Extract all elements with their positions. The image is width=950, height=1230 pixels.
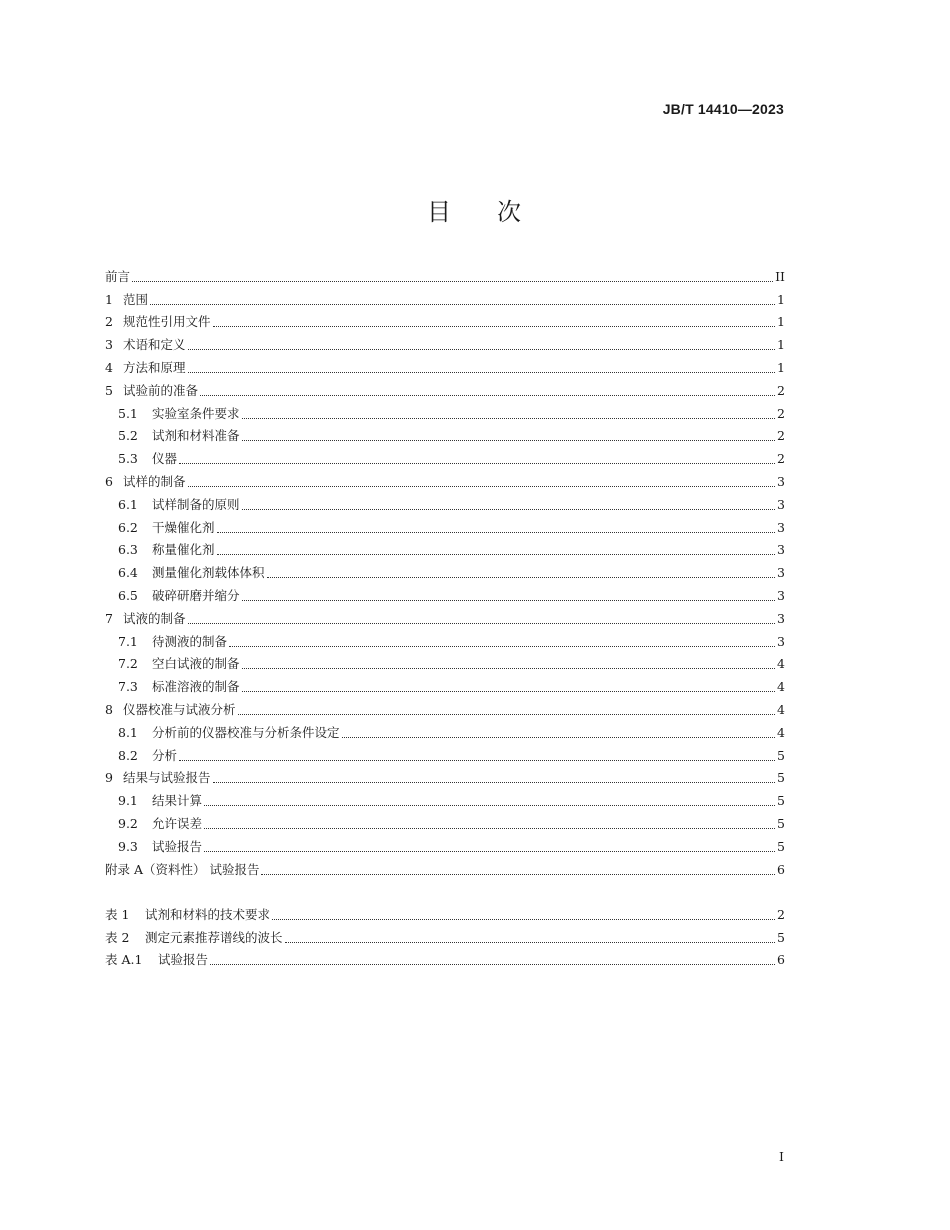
dot-leader	[217, 554, 775, 555]
toc-entry-page: 5	[777, 747, 785, 763]
toc-entry-number: 6	[105, 473, 113, 489]
dot-leader	[261, 874, 775, 875]
toc-entry-page: 2	[777, 382, 785, 398]
toc-entry-label: 待测液的制备	[152, 633, 228, 649]
toc-entry-page: 2	[777, 405, 785, 421]
dot-leader	[242, 418, 775, 419]
toc-entry-page: 1	[777, 337, 785, 353]
toc-entry[interactable]	[105, 513, 785, 536]
toc-entry-label: 分析前的仪器校准与分析条件设定	[152, 724, 340, 740]
toc-entry-page: 3	[777, 587, 785, 603]
dot-leader	[188, 623, 775, 624]
toc-entry-page: 5	[777, 838, 785, 854]
toc-entry[interactable]	[105, 695, 785, 718]
toc-entry-number: 8.2	[118, 747, 138, 763]
toc-entry[interactable]	[105, 467, 785, 490]
dot-leader	[242, 600, 775, 601]
dot-leader	[210, 964, 775, 965]
toc-entry-label: 实验室条件要求	[152, 405, 240, 421]
dot-leader	[213, 326, 775, 327]
dot-leader	[242, 668, 775, 669]
toc-entry-label: 仪器	[152, 451, 178, 467]
toc-entry-label: 试剂和材料准备	[152, 428, 240, 444]
toc-entry-number: 8	[105, 701, 113, 717]
toc-entry-number: 7.2	[118, 656, 138, 672]
toc-entry-number: 5.2	[118, 428, 138, 444]
dot-leader	[285, 942, 775, 943]
toc-entry-label: 结果计算	[152, 793, 203, 809]
toc-entry-number: 3	[105, 337, 113, 353]
toc-entry[interactable]	[105, 923, 785, 946]
toc-entry-number: 表 A.1	[105, 952, 143, 968]
toc-entry-number: 5	[105, 382, 113, 398]
toc-entry-label: 方法和原理	[123, 359, 186, 375]
toc-entry[interactable]	[105, 399, 785, 422]
dot-leader	[213, 782, 775, 783]
toc-entry-number: 9.3	[118, 838, 138, 854]
standard-number: JB/T 14410—2023	[662, 101, 784, 117]
toc-entry-label: 试剂和材料的技术要求	[145, 906, 271, 922]
toc-entry[interactable]	[105, 764, 785, 787]
toc-entry[interactable]	[105, 285, 785, 308]
toc-entry[interactable]	[105, 946, 785, 969]
toc-entry-label: 试验报告	[152, 838, 203, 854]
dot-leader	[188, 349, 775, 350]
toc-entry-label: 试液的制备	[123, 610, 186, 626]
toc-entry[interactable]	[105, 422, 785, 445]
dot-leader	[238, 714, 775, 715]
toc-entry-label: 标准溶液的制备	[152, 679, 240, 695]
toc-entry-label: 测量催化剂载体体积	[152, 565, 265, 581]
toc-entry-number: 5.3	[118, 451, 138, 467]
toc-entry-page: 6	[777, 861, 785, 877]
toc-entry-page: 1	[777, 291, 785, 307]
toc-entry-page: 2	[777, 428, 785, 444]
toc-entry-page: 3	[777, 610, 785, 626]
dot-leader	[242, 509, 775, 510]
toc-entry[interactable]	[105, 786, 785, 809]
dot-leader	[204, 851, 775, 852]
toc-entry[interactable]	[105, 627, 785, 650]
toc-entry[interactable]	[105, 650, 785, 673]
toc-entry-number: 7	[105, 610, 113, 626]
toc-entry-label: 附录 A（资料性） 试验报告	[105, 861, 260, 877]
toc-entry-label: 仪器校准与试液分析	[123, 701, 236, 717]
toc-entry-number: 6.3	[118, 542, 138, 558]
toc-entry-page: 4	[777, 679, 785, 695]
toc-entry[interactable]	[105, 490, 785, 513]
toc-entry-label: 试验前的准备	[123, 382, 199, 398]
toc-entry-number: 表 2	[105, 929, 130, 945]
toc-entry-number: 1	[105, 291, 113, 307]
toc-entry[interactable]	[105, 558, 785, 581]
toc-entry-label: 术语和定义	[123, 337, 186, 353]
toc-entry-label: 范围	[123, 291, 149, 307]
toc-entry-page: 3	[777, 473, 785, 489]
toc-entry-page: 4	[777, 724, 785, 740]
dot-leader	[204, 828, 775, 829]
dot-leader	[132, 281, 773, 282]
toc-entry-label: 试验报告	[158, 952, 209, 968]
toc-entry-page: 5	[777, 815, 785, 831]
toc-entry-label: 称量催化剂	[152, 542, 215, 558]
toc-entry-page: 6	[777, 952, 785, 968]
toc-entry[interactable]	[105, 353, 785, 376]
dot-leader	[188, 486, 775, 487]
toc-entry-number: 5.1	[118, 405, 138, 421]
dot-leader	[242, 691, 775, 692]
toc-entry[interactable]	[105, 741, 785, 764]
dot-leader	[342, 737, 775, 738]
dot-leader	[272, 919, 775, 920]
dot-leader	[200, 395, 775, 396]
toc-entry-label: 结果与试验报告	[123, 770, 211, 786]
toc-entry-label: 空白试液的制备	[152, 656, 240, 672]
toc-entry[interactable]	[105, 604, 785, 627]
toc-entry[interactable]	[105, 376, 785, 399]
toc-entry-label: 干燥催化剂	[152, 519, 215, 535]
dot-leader	[267, 577, 775, 578]
toc-entry-page: 4	[777, 701, 785, 717]
toc-entry-page: 5	[777, 770, 785, 786]
toc-entry[interactable]	[105, 672, 785, 695]
toc-entry-page: 4	[777, 656, 785, 672]
toc-entry-number: 8.1	[118, 724, 138, 740]
dot-leader	[204, 805, 775, 806]
toc-entry-number: 4	[105, 359, 113, 375]
toc-entry-number: 6.1	[118, 496, 138, 512]
toc-entry-number: 6.5	[118, 587, 138, 603]
page-title	[0, 192, 950, 227]
toc-entry-label: 试样制备的原则	[152, 496, 240, 512]
toc-entry[interactable]	[105, 444, 785, 467]
toc-entry-page: 2	[777, 906, 785, 922]
toc-entry[interactable]	[105, 262, 785, 285]
toc-entry-number: 9	[105, 770, 113, 786]
dot-leader	[242, 440, 775, 441]
toc-entry-label: 规范性引用文件	[123, 314, 211, 330]
toc-entry[interactable]	[105, 809, 785, 832]
toc-entry[interactable]	[105, 718, 785, 741]
toc-entry-number: 6.4	[118, 565, 138, 581]
toc-entry-page: 3	[777, 633, 785, 649]
toc-entry-number: 9.2	[118, 815, 138, 831]
dot-leader	[179, 760, 775, 761]
title-char-1: 目	[427, 198, 453, 226]
toc-entry-label: 破碎研磨并缩分	[152, 587, 240, 603]
toc-entry-page: II	[775, 268, 785, 284]
toc-entry-page: 3	[777, 542, 785, 558]
toc-entry-page: 1	[777, 314, 785, 330]
toc-entry-number: 7.3	[118, 679, 138, 695]
toc-entry[interactable]	[105, 308, 785, 331]
toc-entry-label: 前言	[105, 268, 131, 284]
toc-entry-label: 测定元素推荐谱线的波长	[145, 929, 283, 945]
toc-entry[interactable]	[105, 330, 785, 353]
toc-entry-number: 9.1	[118, 793, 138, 809]
toc-entry-number: 2	[105, 314, 113, 330]
dot-leader	[229, 646, 775, 647]
toc-entry-label: 试样的制备	[123, 473, 186, 489]
dot-leader	[179, 463, 775, 464]
toc-entry-page: 3	[777, 519, 785, 535]
toc-entry-page: 1	[777, 359, 785, 375]
toc-entry-number: 表 1	[105, 906, 130, 922]
toc-entry-page: 5	[777, 929, 785, 945]
toc-entry[interactable]	[105, 536, 785, 559]
toc-entry-page: 5	[777, 793, 785, 809]
toc-entry[interactable]	[105, 832, 785, 855]
dot-leader	[217, 532, 775, 533]
toc-entry[interactable]	[105, 581, 785, 604]
dot-leader	[188, 372, 775, 373]
table-of-contents	[105, 262, 785, 878]
toc-entry-number: 6.2	[118, 519, 138, 535]
dot-leader	[150, 304, 775, 305]
toc-entry-label: 分析	[152, 747, 178, 763]
list-of-tables	[105, 900, 785, 968]
toc-entry-page: 3	[777, 565, 785, 581]
toc-entry-page: 2	[777, 451, 785, 467]
toc-entry-label: 允许误差	[152, 815, 203, 831]
toc-entry[interactable]	[105, 855, 785, 878]
toc-entry[interactable]	[105, 900, 785, 923]
toc-entry-page: 3	[777, 496, 785, 512]
title-char-2: 次	[497, 198, 523, 226]
page-number: I	[779, 1149, 784, 1164]
toc-entry-number: 7.1	[118, 633, 138, 649]
